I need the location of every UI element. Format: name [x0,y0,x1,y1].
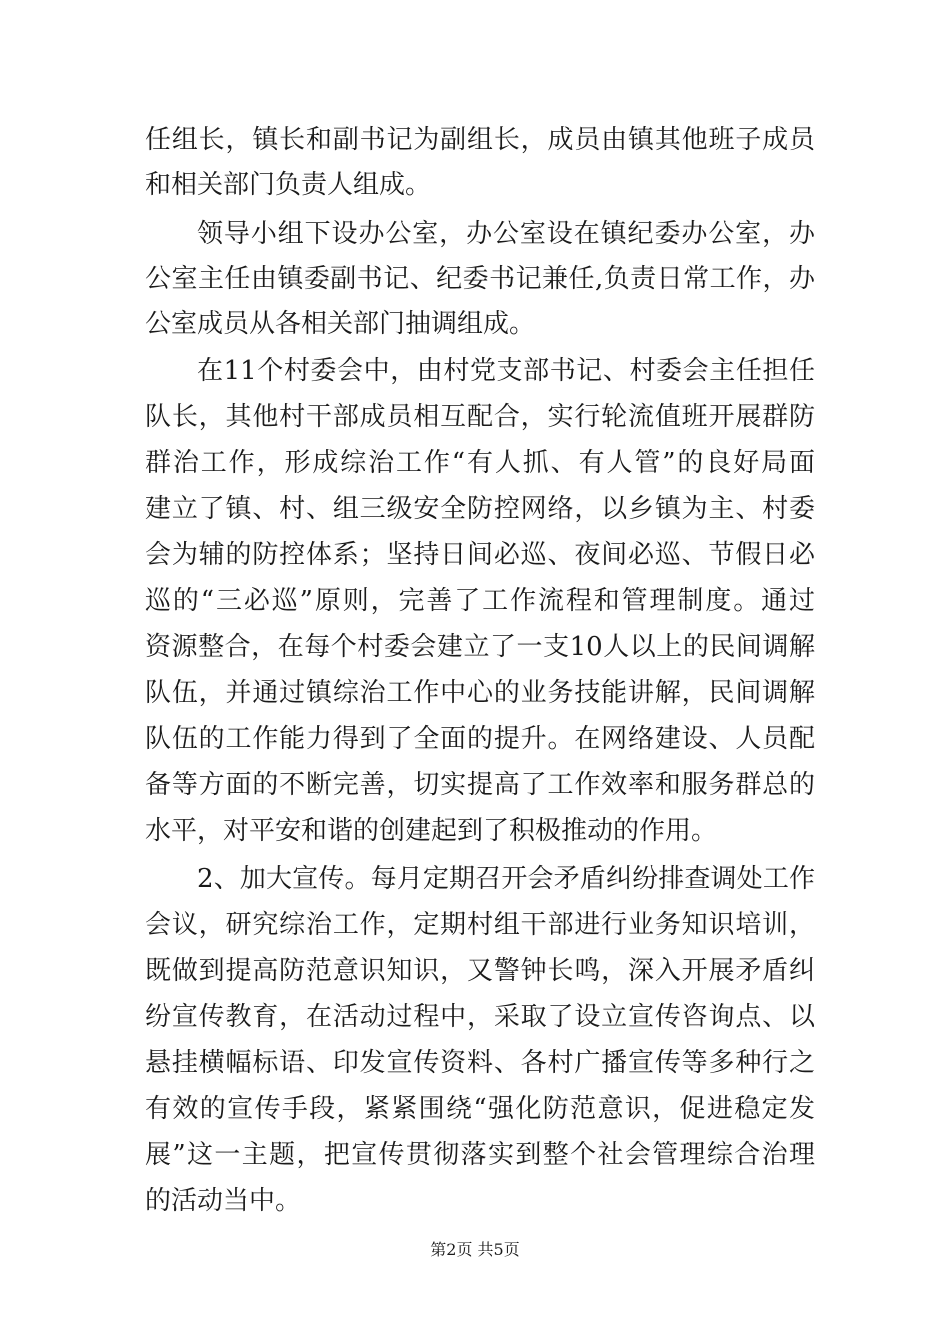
text-line: 会为辅的防控体系；坚持日间必巡、夜间必巡、节假日必 [145,540,815,570]
text-line: 水平，对平安和谐的创建起到了积极推动的作用。 [145,816,718,846]
text-line: 2、加大宣传。每月定期召开会矛盾纠纷排查调处工作 [197,864,815,894]
text-line: 队伍，并通过镇综治工作中心的业务技能讲解，民间调解 [145,678,815,708]
text-line: 纷宣传教育，在活动过程中，采取了设立宣传咨询点、以 [145,1002,815,1032]
text-line: 的活动当中。 [145,1186,302,1216]
text-line: 建立了镇、村、组三级安全防控网络，以乡镇为主、村委 [145,494,815,524]
text-line: 备等方面的不断完善，切实提高了工作效率和服务群总的 [145,770,815,800]
text-line: 有效的宣传手段，紧紧围绕“强化防范意识，促进稳定发 [145,1094,815,1124]
text-line: 领导小组下设办公室，办公室设在镇纪委办公室，办 [197,219,815,249]
text-line: 巡的“三必巡”原则，完善了工作流程和管理制度。通过 [145,586,815,616]
text-line: 队长，其他村干部成员相互配合，实行轮流值班开展群防 [145,402,815,432]
text-line: 既做到提高防范意识知识，又警钟长鸣，深入开展矛盾纠 [145,956,815,986]
text-line: 资源整合，在每个村委会建立了一支10人以上的民间调解 [145,632,815,662]
text-line: 会议，研究综治工作，定期村组干部进行业务知识培训， [145,910,815,940]
text-line: 队伍的工作能力得到了全面的提升。在网络建设、人员配 [145,724,815,754]
text-line: 公室主任由镇委副书记、纪委书记兼任,负责日常工作，办 [145,264,815,294]
text-line: 群治工作，形成综治工作“有人抓、有人管”的良好局面 [145,448,815,478]
page-number-footer: 第2页 共5页 [430,1240,520,1259]
text-line: 任组长，镇长和副书记为副组长，成员由镇其他班子成员 [145,125,815,155]
text-line: 悬挂横幅标语、印发宣传资料、各村广播宣传等多种行之 [145,1048,815,1078]
text-line: 展”这一主题，把宣传贯彻落实到整个社会管理综合治理 [145,1140,815,1170]
text-line: 和相关部门负责人组成。 [145,170,432,200]
text-line: 公室成员从各相关部门抽调组成。 [145,309,536,339]
text-line: 在11个村委会中，由村党支部书记、村委会主任担任 [197,356,815,386]
